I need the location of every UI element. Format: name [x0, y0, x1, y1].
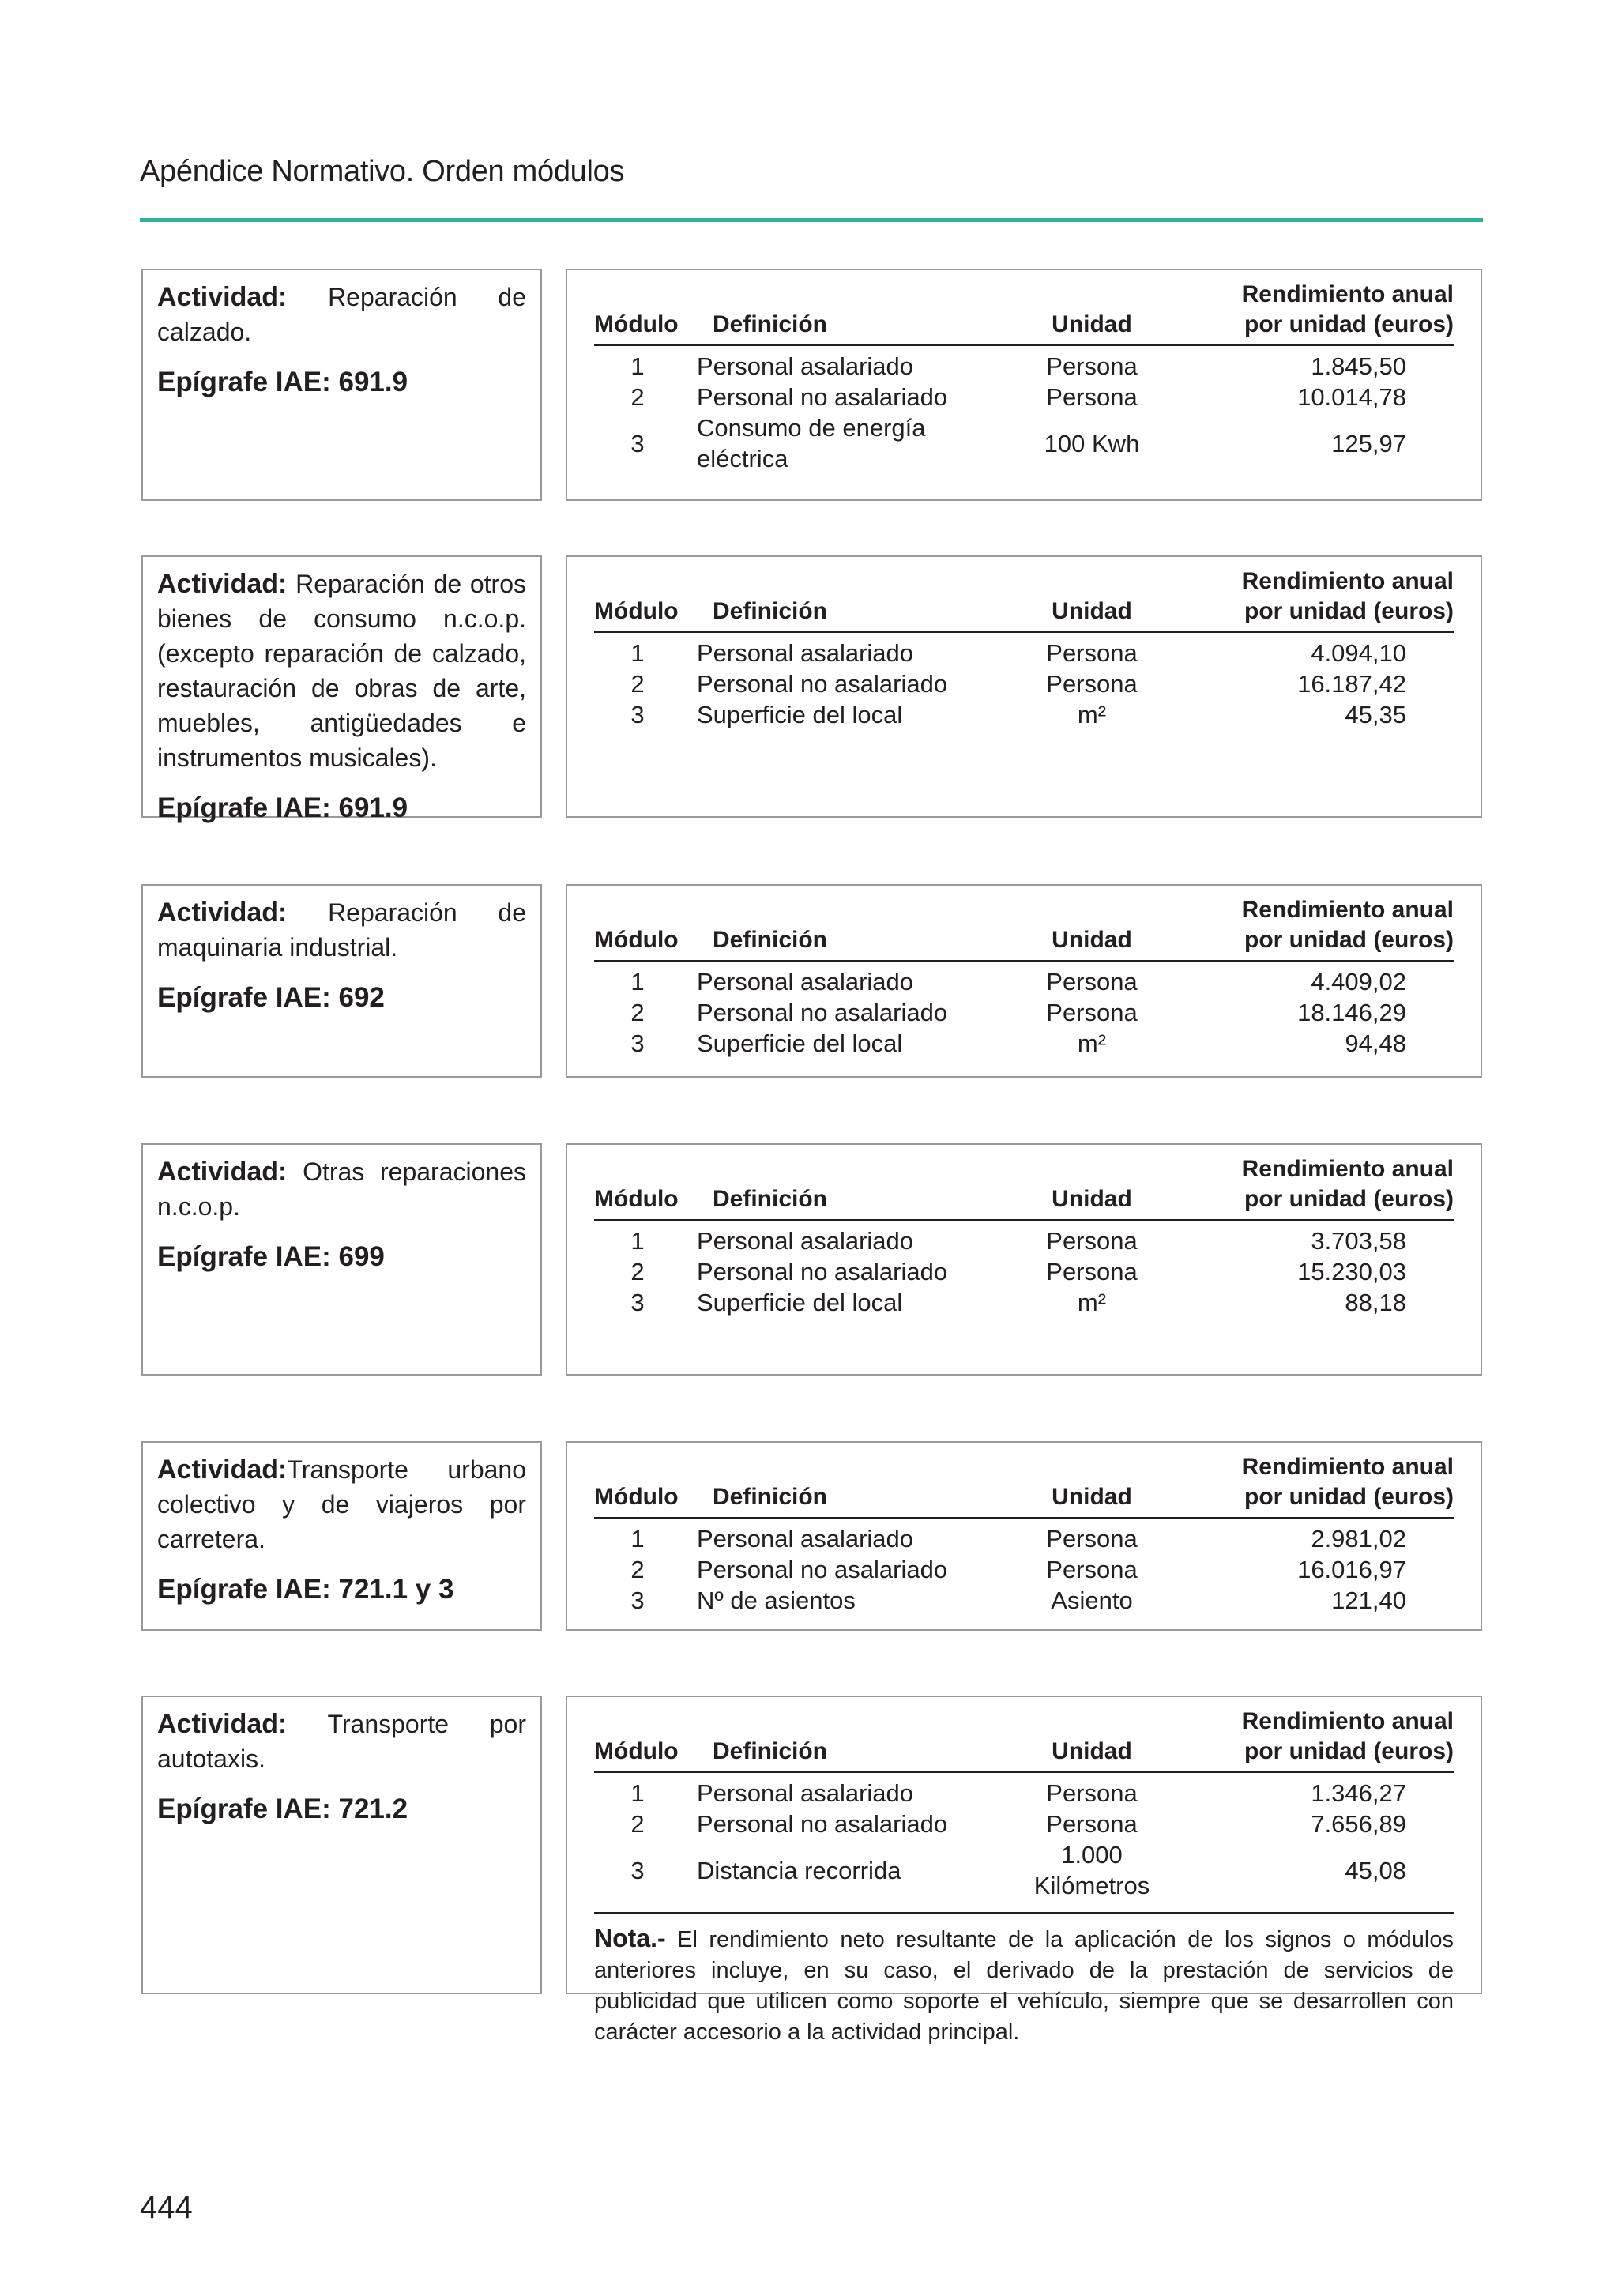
- table-row: 3 Distancia recorrida 1.000 Kilómetros 45,08: [630, 1841, 1406, 1899]
- modules-box: [566, 1143, 1482, 1376]
- epigrafe: Epígrafe IAE: 692: [157, 982, 385, 1013]
- col-modulo: Módulo: [594, 1738, 679, 1764]
- modules-table: [594, 1452, 1454, 1616]
- activity-text: Actividad: Otras reparaciones n.c.o.p.: [157, 1157, 526, 1221]
- table-row: 1 Personal asalariado Persona 4.094,10: [630, 639, 1406, 667]
- table-row: 3 Superficie del local m² 94,48: [630, 1029, 1406, 1057]
- col-unidad: Unidad: [1052, 1186, 1132, 1212]
- col-definicion: Definición: [713, 1186, 828, 1212]
- table-row: 1 Personal asalariado Persona 1.845,50: [630, 352, 1406, 380]
- activity-text: Actividad: Reparación de maquinaria industrial.: [157, 898, 527, 962]
- table-row: 3 Superficie del local m² 88,18: [630, 1289, 1406, 1316]
- table-row: 3 Nº de asientos Asiento 121,40: [630, 1586, 1406, 1614]
- col-rendimiento: Rendimiento anual por unidad (euros): [1241, 281, 1454, 337]
- activity-box: [141, 884, 542, 1078]
- activity-box: [141, 555, 542, 823]
- col-modulo: Módulo: [594, 1484, 679, 1510]
- table-row: 1 Personal asalariado Persona 3.703,58: [630, 1227, 1406, 1255]
- col-definicion: Definición: [713, 1484, 828, 1510]
- modules-box: [566, 884, 1482, 1078]
- modules-box: [566, 555, 1482, 818]
- activity-box: [141, 269, 542, 501]
- col-modulo: Módulo: [594, 927, 679, 953]
- modules-table: [594, 280, 1454, 474]
- col-definicion: Definición: [713, 598, 828, 624]
- activity-box: [141, 1696, 542, 1994]
- table-row: 2 Personal no asalariado Persona 7.656,89: [630, 1810, 1406, 1838]
- col-definicion: Definición: [713, 311, 828, 337]
- col-definicion: Definición: [713, 1738, 828, 1764]
- table-row: 1 Personal asalariado Persona 2.981,02: [630, 1525, 1406, 1553]
- table-row: 3 Superficie del local m² 45,35: [630, 701, 1406, 728]
- activity-text: Actividad:Transporte urbano colectivo y de viajeros por carretera.: [157, 1455, 526, 1553]
- table-row: 2 Personal no asalariado Persona 10.014,78: [630, 383, 1406, 411]
- epigrafe: Epígrafe IAE: 721.2: [157, 1794, 408, 1824]
- table-row: 2 Personal no asalariado Persona 15.230,03: [630, 1258, 1406, 1285]
- table-row: 1 Personal asalariado Persona 4.409,02: [630, 968, 1406, 996]
- activity-text: Actividad: Transporte por autotaxis.: [157, 1709, 527, 1773]
- page-number: 444: [140, 2190, 193, 2225]
- col-unidad: Unidad: [1052, 311, 1132, 337]
- col-rendimiento: Rendimiento anual por unidad (euros): [1241, 1454, 1454, 1510]
- table-row: 1 Personal asalariado Persona 1.346,27: [630, 1779, 1406, 1807]
- table-row: 3 Consumo de energía eléctrica 100 Kwh 125,97: [630, 414, 1406, 472]
- epigrafe: Epígrafe IAE: 699: [157, 1241, 385, 1272]
- col-modulo: Módulo: [594, 598, 679, 624]
- col-modulo: Módulo: [594, 1186, 679, 1212]
- col-modulo: Módulo: [594, 311, 679, 337]
- activity-text: Actividad: Reparación de calzado.: [157, 282, 527, 346]
- epigrafe: Epígrafe IAE: 691.9: [157, 367, 408, 397]
- modules-table: [594, 1707, 1454, 1901]
- col-definicion: Definición: [713, 927, 828, 953]
- epigrafe: Epígrafe IAE: 691.9: [157, 792, 408, 823]
- page-header: Apéndice Normativo. Orden módulos: [140, 155, 625, 188]
- activity-box: [141, 1441, 542, 1631]
- header-rule: [140, 218, 1483, 222]
- epigrafe: Epígrafe IAE: 721.1 y 3: [157, 1574, 454, 1605]
- activity-text: Actividad: Reparación de otros bienes de consumo n.c.o.p. (excepto reparación de calzado, restauración de obras de arte, muebles, antigüedades e instrumentos musicales).: [157, 569, 526, 772]
- table-row: 2 Personal no asalariado Persona 16.016,97: [630, 1556, 1406, 1583]
- modules-box: [566, 269, 1482, 501]
- modules-table: [594, 566, 1454, 730]
- modules-box: [566, 1441, 1482, 1631]
- activity-box: [141, 1143, 542, 1376]
- col-unidad: Unidad: [1052, 927, 1132, 953]
- modules-box: [566, 1696, 1482, 2045]
- modules-table: [594, 895, 1454, 1059]
- modules-table: [594, 1154, 1454, 1318]
- table-row: 2 Personal no asalariado Persona 16.187,42: [630, 670, 1406, 698]
- note: Nota.- El rendimiento neto resultante de la aplicación de los signos o módulos anteriores incluye, en su caso, el derivado de la prestación de servicios de publicidad que utilicen como soporte el vehículo, siempre que se desarrollen con carácter accesorio a la actividad principal.: [594, 1912, 1454, 2048]
- col-rendimiento: Rendimiento anual por unidad (euros): [1241, 897, 1454, 953]
- table-row: 2 Personal no asalariado Persona 18.146,29: [630, 999, 1406, 1026]
- col-unidad: Unidad: [1052, 1738, 1132, 1764]
- col-unidad: Unidad: [1052, 598, 1132, 624]
- col-rendimiento: Rendimiento anual por unidad (euros): [1241, 1708, 1454, 1764]
- col-rendimiento: Rendimiento anual por unidad (euros): [1241, 1156, 1454, 1212]
- col-unidad: Unidad: [1052, 1484, 1132, 1510]
- col-rendimiento: Rendimiento anual por unidad (euros): [1241, 568, 1454, 624]
